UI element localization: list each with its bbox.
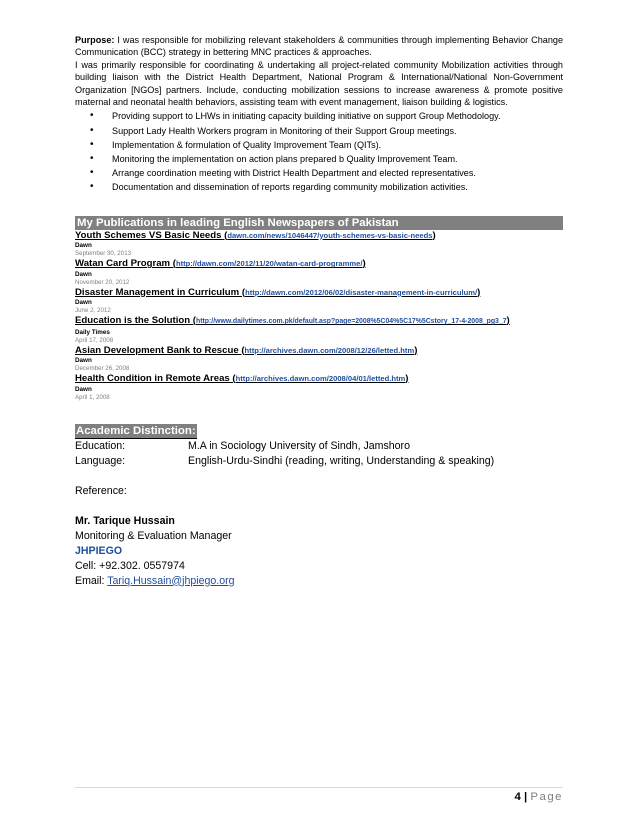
publication-title: Watan Card Program (	[75, 258, 176, 270]
footer-divider	[75, 787, 563, 788]
email-label: Email:	[75, 574, 108, 587]
purpose-section	[75, 34, 563, 108]
publication-close-paren: )	[477, 286, 481, 298]
publication-date: September 30, 2013	[75, 250, 132, 258]
list-item: • Support Lady Health Workers program in Monitoring of their Support Group meetings.	[112, 124, 563, 138]
publication-item	[75, 345, 563, 374]
reference-org: JHPIEGO	[75, 544, 123, 557]
education-row	[75, 439, 563, 454]
publication-item	[75, 373, 563, 402]
reference-email-line	[75, 574, 563, 589]
publication-close-paren: )	[362, 258, 366, 270]
publication-item	[75, 315, 563, 345]
reference-contact	[75, 514, 563, 589]
list-item: • Arrange coordination meeting with District Health Department and elected representatives.	[112, 166, 563, 180]
language-label: Language:	[75, 454, 126, 467]
publication-source: Dawn	[75, 270, 92, 278]
publication-date: November 20, 2012	[75, 278, 130, 286]
page-number	[515, 791, 563, 803]
publication-link[interactable]: dawn.com/news/1046447/youth-schemes-vs-basic-needs	[227, 230, 433, 240]
resume-page	[75, 34, 563, 589]
publication-item	[75, 287, 563, 316]
publication-close-paren: )	[414, 344, 418, 356]
list-item: • Monitoring the implementation on action plans prepared b Quality Improvement Team.	[112, 152, 563, 166]
list-item: • Providing support to LHWs in initiating capacity building initiative on support Group Methodology.	[112, 109, 563, 123]
publication-title: Youth Schemes VS Basic Needs (	[75, 229, 228, 241]
education-label: Education:	[75, 439, 126, 452]
publication-source: Dawn	[75, 299, 92, 307]
publication-close-paren: )	[506, 315, 510, 327]
publications-heading: My Publications in leading English Newspapers of Pakistan	[75, 216, 563, 230]
purpose-body: I was primarily responsible for coordinating & undertaking all project-related community Mobilization activities through building liaison with the District Health Department, National Program & International/National Non-Government Organization [NGOs] partners. Include, conducting mobilization sessions to increase awareness & promote positive maternal and neonatal health behaviors, assisting team with event management, liaison building & logistics.	[75, 59, 563, 108]
purpose-label: Purpose:	[75, 35, 115, 45]
reference-cell: Cell: +92.302. 0557974	[75, 559, 185, 572]
publication-link[interactable]: http://www.dailytimes.com.pk/default.asp?page=2008%5C04%5C17%5Cstory_17-4-2008_pg3_7	[196, 318, 507, 326]
reference-role: Monitoring & Evaluation Manager	[75, 529, 232, 542]
publication-title: Education is the Solution (	[75, 315, 196, 327]
publication-source: Dawn	[75, 357, 92, 365]
email-link[interactable]: Tariq.Hussain@jhpiego.org	[107, 574, 235, 587]
publication-source: Daily Times	[75, 328, 110, 336]
purpose-intro: I was responsible for mobilizing relevant stakeholders & communities through implementing Behavior Change Communication (BCC) strategy in bettering MNC practices & approaches.	[75, 35, 564, 58]
reference-label: Reference:	[75, 484, 127, 497]
publication-close-paren: )	[405, 373, 409, 385]
publication-item	[75, 230, 563, 259]
publication-link[interactable]: http://archives.dawn.com/2008/04/01/letted.htm	[235, 374, 406, 384]
page-separator: |	[520, 791, 531, 803]
publication-source: Dawn	[75, 385, 92, 393]
publication-title: Asian Development Bank to Rescue (	[75, 344, 245, 356]
language-row	[75, 454, 563, 469]
publication-link[interactable]: http://archives.dawn.com/2008/12/26/letted.htm	[244, 345, 415, 355]
reference-name: Mr. Tarique Hussain	[75, 514, 175, 527]
publication-date: June 2, 2012	[75, 307, 111, 315]
education-value: M.A in Sociology University of Sindh, Jamshoro	[188, 439, 410, 452]
list-item: • Documentation and dissemination of reports regarding community mobilization activities.	[112, 180, 563, 194]
publication-date: April 17, 2008	[75, 336, 114, 344]
publication-close-paren: )	[432, 229, 436, 241]
list-item: • Implementation & formulation of Quality Improvement Team (QITs).	[112, 138, 563, 152]
language-value: English-Urdu-Sindhi (reading, writing, Understanding & speaking)	[188, 454, 495, 467]
page-word: Page	[530, 791, 563, 803]
publication-date: April 1, 2008	[75, 393, 110, 401]
publication-item	[75, 258, 563, 287]
publication-title: Disaster Management in Curriculum (	[75, 286, 246, 298]
responsibility-list	[75, 109, 563, 194]
publication-date: December 26, 2008	[75, 365, 130, 373]
page-number-value: 4	[514, 791, 521, 803]
publication-source: Dawn	[75, 242, 92, 250]
publication-link[interactable]: http://dawn.com/2012/11/20/watan-card-programme/	[175, 259, 363, 269]
academic-heading: Academic Distinction:	[76, 424, 196, 437]
publication-title: Health Condition in Remote Areas (	[75, 373, 236, 385]
publication-link[interactable]: http://dawn.com/2012/06/02/disaster-management-in-curriculum/	[245, 287, 478, 297]
